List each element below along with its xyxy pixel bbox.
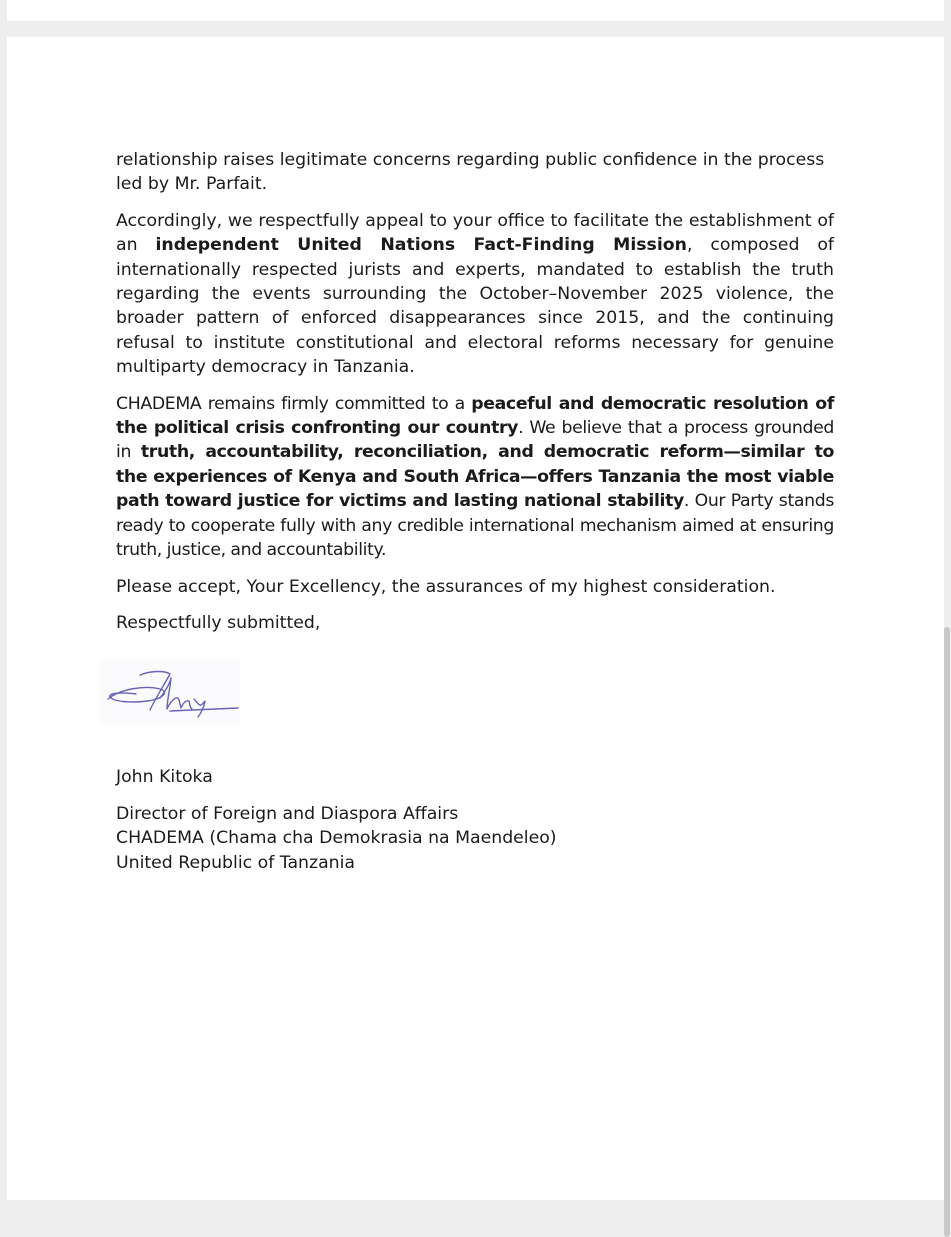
signer-organization: CHADEMA (Chama cha Demokrasia na Maendeleo) bbox=[116, 828, 557, 849]
scrollbar-thumb[interactable] bbox=[944, 627, 950, 1237]
paragraph-commitment bbox=[116, 392, 834, 563]
signer-title: Director of Foreign and Diaspora Affairs bbox=[116, 803, 459, 824]
commitment-emphasis-2: truth, accountability, reconciliation, and democratic reform—similar to the experiences of Kenya and South Africa—offers Tanzania the most viable path toward justice for victims and lasting national stability bbox=[116, 442, 835, 512]
handwritten-signature bbox=[100, 659, 240, 725]
commitment-text-middle: . We believe that a process grounded in bbox=[116, 418, 834, 463]
signoff-line: Respectfully submitted, bbox=[116, 612, 321, 633]
signer-country: United Republic of Tanzania bbox=[116, 852, 356, 873]
appeal-emphasis: independent United Nations Fact-Finding Mission bbox=[155, 235, 687, 256]
commitment-emphasis-1: peaceful and democratic resolution of the political crisis confronting our country bbox=[116, 393, 834, 439]
paragraph-confidence: relationship raises legitimate concerns regarding public confidence in the process led by Mr. Parfait. bbox=[116, 150, 825, 195]
document-page bbox=[7, 37, 944, 1200]
commitment-text-end: . Our Party stands ready to cooperate fully with any credible international mechanism aimed at ensuring truth, justice, and accountability. bbox=[116, 491, 834, 561]
commitment-text-start: CHADEMA remains firmly committed to a bbox=[116, 393, 472, 414]
letter-body bbox=[116, 148, 834, 875]
signer-name: John Kitoka bbox=[116, 767, 213, 788]
appeal-text-end: , composed of internationally respected jurists and experts, mandated to establish the truth regarding the events surrounding the October–November 2025 violence, the broader pattern of enforced disappearances since 2015, and the continuing refusal to institute constitutional and electoral reforms necessary for genuine multiparty democracy in Tanzania. bbox=[116, 235, 834, 378]
previous-page-edge bbox=[7, 0, 944, 21]
paragraph-appeal bbox=[116, 209, 834, 380]
appeal-text-start: Accordingly, we respectfully appeal to your office to facilitate the establishment of an bbox=[116, 210, 834, 256]
signer-details bbox=[116, 802, 834, 875]
closing-line: Please accept, Your Excellency, the assurances of my highest consideration. bbox=[116, 576, 776, 597]
